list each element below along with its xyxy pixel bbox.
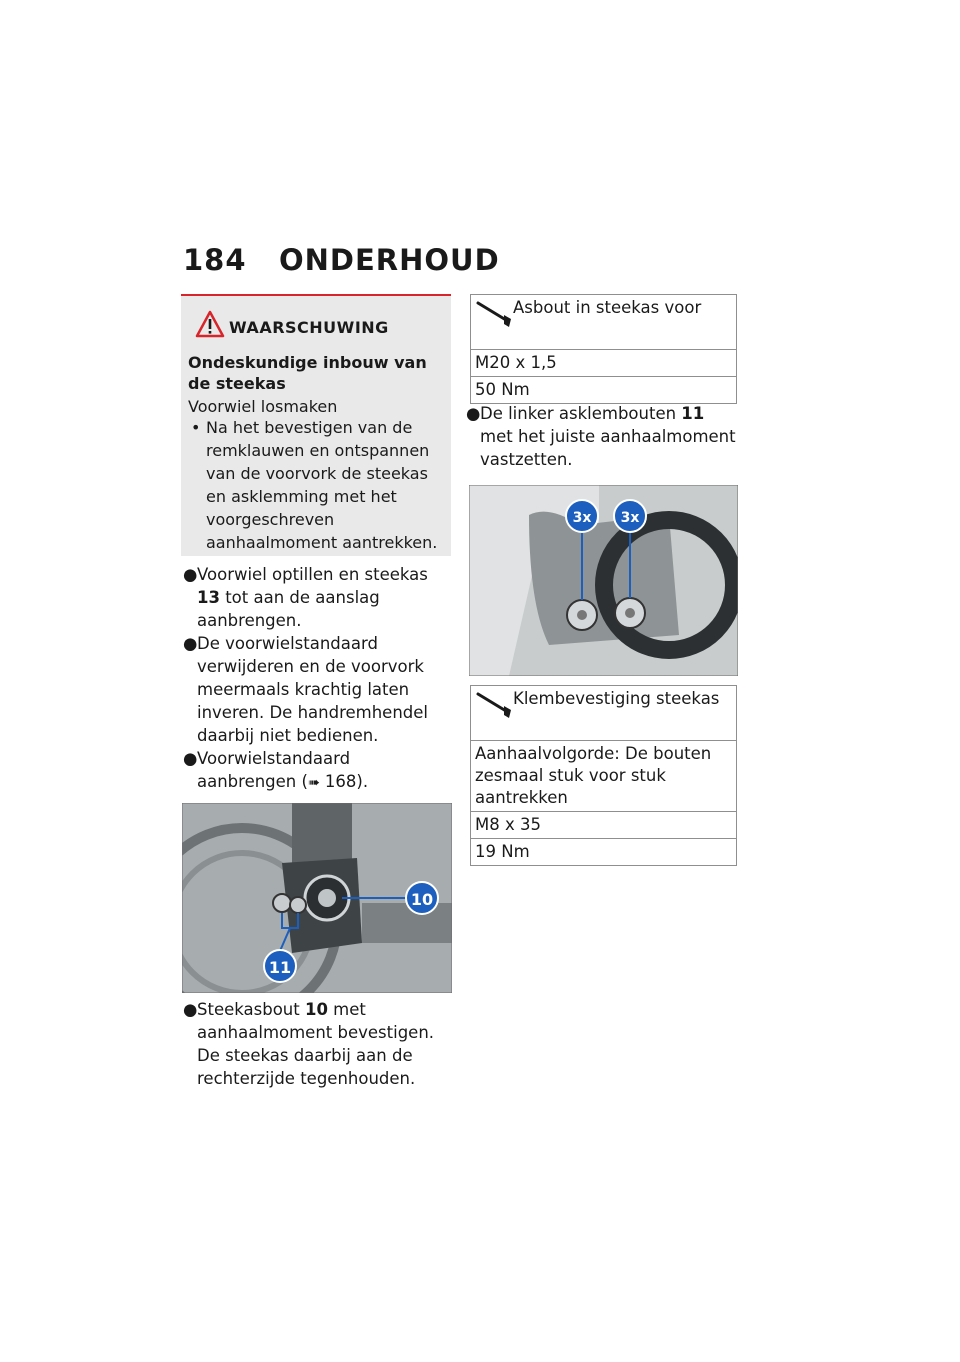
spec-value: M20 x 1,5: [471, 350, 737, 377]
step-after-photo: [183, 998, 453, 1090]
spec-value: M8 x 35: [471, 812, 737, 839]
torque-wrench-icon: [475, 297, 513, 329]
callout-10: 10: [405, 881, 439, 915]
spec-value: Aanhaalvolgorde: De bouten zesmaal stuk voor stuk aantrekken: [471, 741, 737, 812]
list-item: ● De linker asklembouten 11 met het juiste aanhaalmoment vastzetten.: [466, 404, 736, 469]
warning-subtitle: Ondeskundige inbouw van de steekas: [188, 353, 427, 393]
page-header: [183, 243, 500, 277]
spec-title: Asbout in steekas voor: [513, 298, 702, 317]
page-ref-arrow-icon: ➠: [307, 775, 320, 791]
axle-photo-right: [182, 803, 452, 993]
spec-table-clamp: [470, 685, 737, 866]
spec-value: 50 Nm: [471, 377, 737, 404]
warning-triangle-icon: [195, 310, 225, 338]
list-item: ● De voorwielstandaard verwijderen en de voorvork meermaals krachtig laten inveren. De handremhendel daarbij niet bedienen.: [183, 634, 428, 745]
warning-bullet: • Na het bevestigen van de remklauwen en ontspannen van de voorvork de steekas en asklemming met het voorgeschreven aanhaalmoment aantrekken.: [191, 418, 438, 552]
axle-clamp-photo: [469, 485, 738, 676]
warning-body: Voorwiel losmaken: [188, 397, 338, 416]
list-item: ● Steekasbout 10 met aanhaalmoment bevestigen. De steekas daarbij aan de rechterzijde tegenhouden.: [183, 1000, 435, 1088]
warning-bullet-text: Na het bevestigen van de remklauwen en ontspannen van de voorvork de steekas en asklemming met het voorgeschreven aanhaalmoment aantrekken.: [206, 418, 438, 552]
left-steps: [183, 563, 453, 795]
warning-box: [181, 294, 451, 556]
section-title: ONDERHOUD: [279, 243, 500, 277]
spec-value: 19 Nm: [471, 839, 737, 866]
list-item: ● Voorwiel optillen en steekas 13 tot aan de aanslag aanbrengen.: [183, 565, 428, 630]
clamp-illustration: [469, 485, 738, 676]
page-number: 184: [183, 243, 247, 277]
right-step: [466, 402, 740, 471]
callout-11: 11: [263, 949, 297, 983]
list-item: ● Voorwielstandaard aanbrengen (➠ 168).: [183, 749, 369, 791]
callout-3x-right: 3x: [613, 499, 647, 533]
spec-table-axle-bolt: [470, 294, 737, 404]
callout-3x-left: 3x: [565, 499, 599, 533]
spec-title: Klembevestiging steekas: [513, 689, 720, 708]
torque-wrench-icon: [475, 688, 513, 720]
warning-title: WAARSCHUWING: [229, 318, 389, 337]
